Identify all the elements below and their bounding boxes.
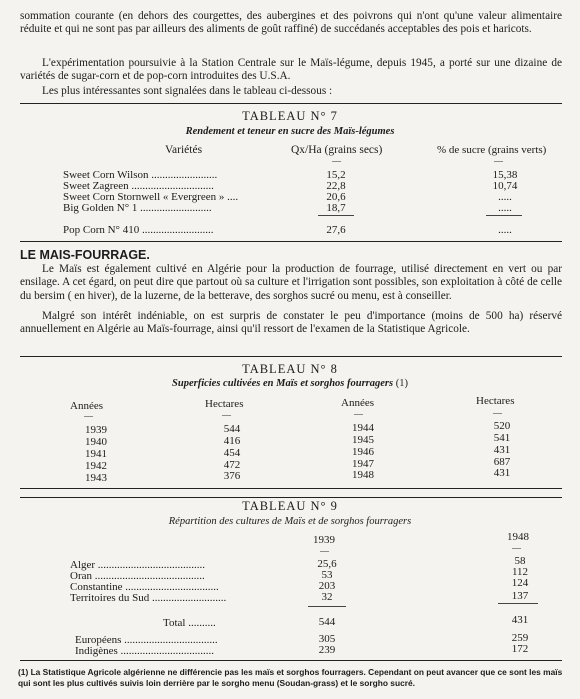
table8-hectares: 454 <box>223 447 241 459</box>
table8-note-ref: (1) <box>395 378 408 389</box>
table7-row-yield: 15,2 <box>326 169 346 181</box>
table8-year: 1945 <box>352 434 374 446</box>
table9-bottom-rule <box>20 660 562 661</box>
table8-year: 1942 <box>85 460 107 472</box>
table8-hectares: 472 <box>223 459 241 471</box>
table7-row-sugar: 15,38 <box>492 169 518 181</box>
table7-subtitle: Rendement et teneur en sucre des Maïs-légumes <box>185 126 395 137</box>
section-paragraph-2: Malgré son intérêt indéniable, on est surpris de constater le peu d'importance (moins de 500 ha) réservé annuellement en Algérie au Maïs-fourrage, ainsi qu'il ressort de l'examen de la Statistique Agricole. <box>20 310 562 336</box>
table7-separator <box>486 215 522 216</box>
table8-year: 1943 <box>85 472 107 484</box>
table9-header-1939: 1939 <box>313 534 335 546</box>
table7-row-variety: Sweet Zagreen .............................. <box>63 180 214 192</box>
table8-header-dash: — <box>84 411 93 421</box>
intro-paragraph-2: L'expérimentation poursuivie à la Station Centrale sur le Maïs-légume, depuis 1945, a porté sur une dizaine de variétés de sugar-corn et de pop-corn introduites des U.S.A. <box>20 57 562 83</box>
table9-header-dash: — <box>512 543 521 553</box>
table8-header-hectares: Hectares <box>476 395 515 407</box>
table7-header-varietes: Variétés <box>165 144 203 156</box>
table9-subtitle: Répartition des cultures de Maïs et de sorghos fourragers <box>168 516 412 527</box>
table8-subtitle: Superficies cultivées en Maïs et sorghos fourragers (1) <box>172 378 408 389</box>
table9-group-1939: 239 <box>318 644 336 656</box>
table7-title: TABLEAU N° 7 <box>242 109 338 123</box>
table8-year: 1939 <box>85 424 107 436</box>
table9-value-1939: 32 <box>321 591 333 603</box>
table9-group-1948: 172 <box>511 643 529 655</box>
table9-total-1939: 544 <box>318 616 336 628</box>
table9-value-1948: 58 <box>514 555 526 567</box>
section-heading: LE MAIS-FOURRAGE. <box>20 248 150 262</box>
table9-row-label: Oran ........................................ <box>70 570 205 582</box>
table8-year: 1944 <box>352 422 374 434</box>
table8-top-rule <box>20 356 562 357</box>
table7-row-sugar: ..... <box>498 191 512 203</box>
table9-group-1939: 305 <box>318 633 336 645</box>
table9-value-1948: 112 <box>511 566 529 578</box>
table9-group-label: Européens .................................. <box>75 634 218 646</box>
table7-row-variety: Big Golden N° 1 .......................... <box>63 202 212 214</box>
table8-hectares: 376 <box>223 470 241 482</box>
table9-value-1939: 203 <box>318 580 336 592</box>
table7-header-dash: — <box>332 156 341 166</box>
table8-header-annees: Années <box>341 397 374 409</box>
table7-row-variety: Sweet Corn Stornwell « Evergreen » .... <box>63 191 239 203</box>
table9-value-1948: 137 <box>511 590 529 602</box>
table7-row-yield: 22,8 <box>326 180 346 192</box>
table7-bottom-rule <box>20 241 562 242</box>
table8-hectares: 541 <box>493 432 511 444</box>
table9-total-1948: 431 <box>511 614 529 626</box>
table9-separator <box>498 603 538 604</box>
table7-row-variety: Sweet Corn Wilson ........................ <box>63 169 218 181</box>
table9-separator <box>308 606 346 607</box>
table8-header-dash: — <box>493 408 502 418</box>
table7-header-sugar: % de sucre (grains verts) <box>437 144 547 156</box>
table8-header-hectares: Hectares <box>205 398 244 410</box>
table8-hectares: 520 <box>493 420 511 432</box>
table9-group-label: Indigènes .................................. <box>75 645 215 657</box>
table8-hectares: 431 <box>493 467 511 479</box>
table9-value-1948: 124 <box>511 577 529 589</box>
table9-top-rule <box>20 497 562 498</box>
table8-hectares: 544 <box>223 423 241 435</box>
table9-value-1939: 25,6 <box>317 558 337 570</box>
table7-header-yield: Qx/Ha (grains secs) <box>291 144 383 156</box>
footnote: (1) La Statistique Agricole algérienne ne différencie pas les maïs et sorghos fourragers. Cependant on peut avancer que ce sont les maïs qui sont les plus cultivés suivis loin derrière par le sorgho menu (Soudan-grass) et le sorgho sucré. <box>18 667 563 688</box>
table9-title: TABLEAU N° 9 <box>242 499 338 513</box>
table9-total-label: Total .......... <box>163 617 216 629</box>
table8-bottom-rule <box>20 488 562 489</box>
table8-header-dash: — <box>354 409 363 419</box>
table8-header-annees: Années <box>70 400 103 412</box>
table9-row-label: Constantine .................................. <box>70 581 219 593</box>
table7-header-dash: — <box>494 156 503 166</box>
table7-separator <box>318 215 354 216</box>
table8-year: 1948 <box>352 469 374 481</box>
table8-header-dash: — <box>222 410 231 420</box>
table9-header-1948: 1948 <box>507 531 529 543</box>
table8-year: 1940 <box>85 436 107 448</box>
table8-hectares: 431 <box>493 444 511 456</box>
table9-header-dash: — <box>320 546 329 556</box>
intro-paragraph-3: Les plus intéressantes sont signalées dans le tableau ci-dessous : <box>42 85 333 97</box>
table9-group-1948: 259 <box>511 632 529 644</box>
table7-row-yield: 20,6 <box>326 191 346 203</box>
table7-row-sugar: ..... <box>498 202 512 214</box>
table7-row-sugar: ..... <box>498 224 512 236</box>
table7-row-yield: 27,6 <box>326 224 346 236</box>
intro-paragraph-1: sommation courante (en dehors des courgettes, des aubergines et des poivrons qui n'ont qu'une valeur alimentaire réduite et qui ne sont pas par ailleurs des aliments de goût raffiné) de succédanés acceptables des pois et haricots. <box>20 10 562 36</box>
table8-year: 1947 <box>352 458 374 470</box>
table8-hectares: 687 <box>493 456 511 468</box>
table8-year: 1941 <box>85 448 107 460</box>
table9-row-label: Territoires du Sud ........................... <box>70 592 227 604</box>
table8-title: TABLEAU N° 8 <box>242 362 338 376</box>
table8-year: 1946 <box>352 446 374 458</box>
table7-row-sugar: 10,74 <box>492 180 518 192</box>
table7-row-variety: Pop Corn N° 410 .......................... <box>63 224 214 236</box>
table7-row-yield: 18,7 <box>326 202 346 214</box>
table9-row-label: Alger ....................................... <box>70 559 206 571</box>
table7-top-rule <box>20 103 562 104</box>
table8-hectares: 416 <box>223 435 241 447</box>
section-paragraph-1: Le Maïs est également cultivé en Algérie pour la production de fourrage, utilisé directement en vert ou par ensilage. A cet égard, on peut dire que partout où sa culture et l'irrigation sont possibles, son exploitation à côté de celle du bersim ( en hiver), de la luzerne, de la betterave, des sorghos sucré ou menu, est à conseiller. <box>20 263 562 302</box>
table9-value-1939: 53 <box>321 569 333 581</box>
